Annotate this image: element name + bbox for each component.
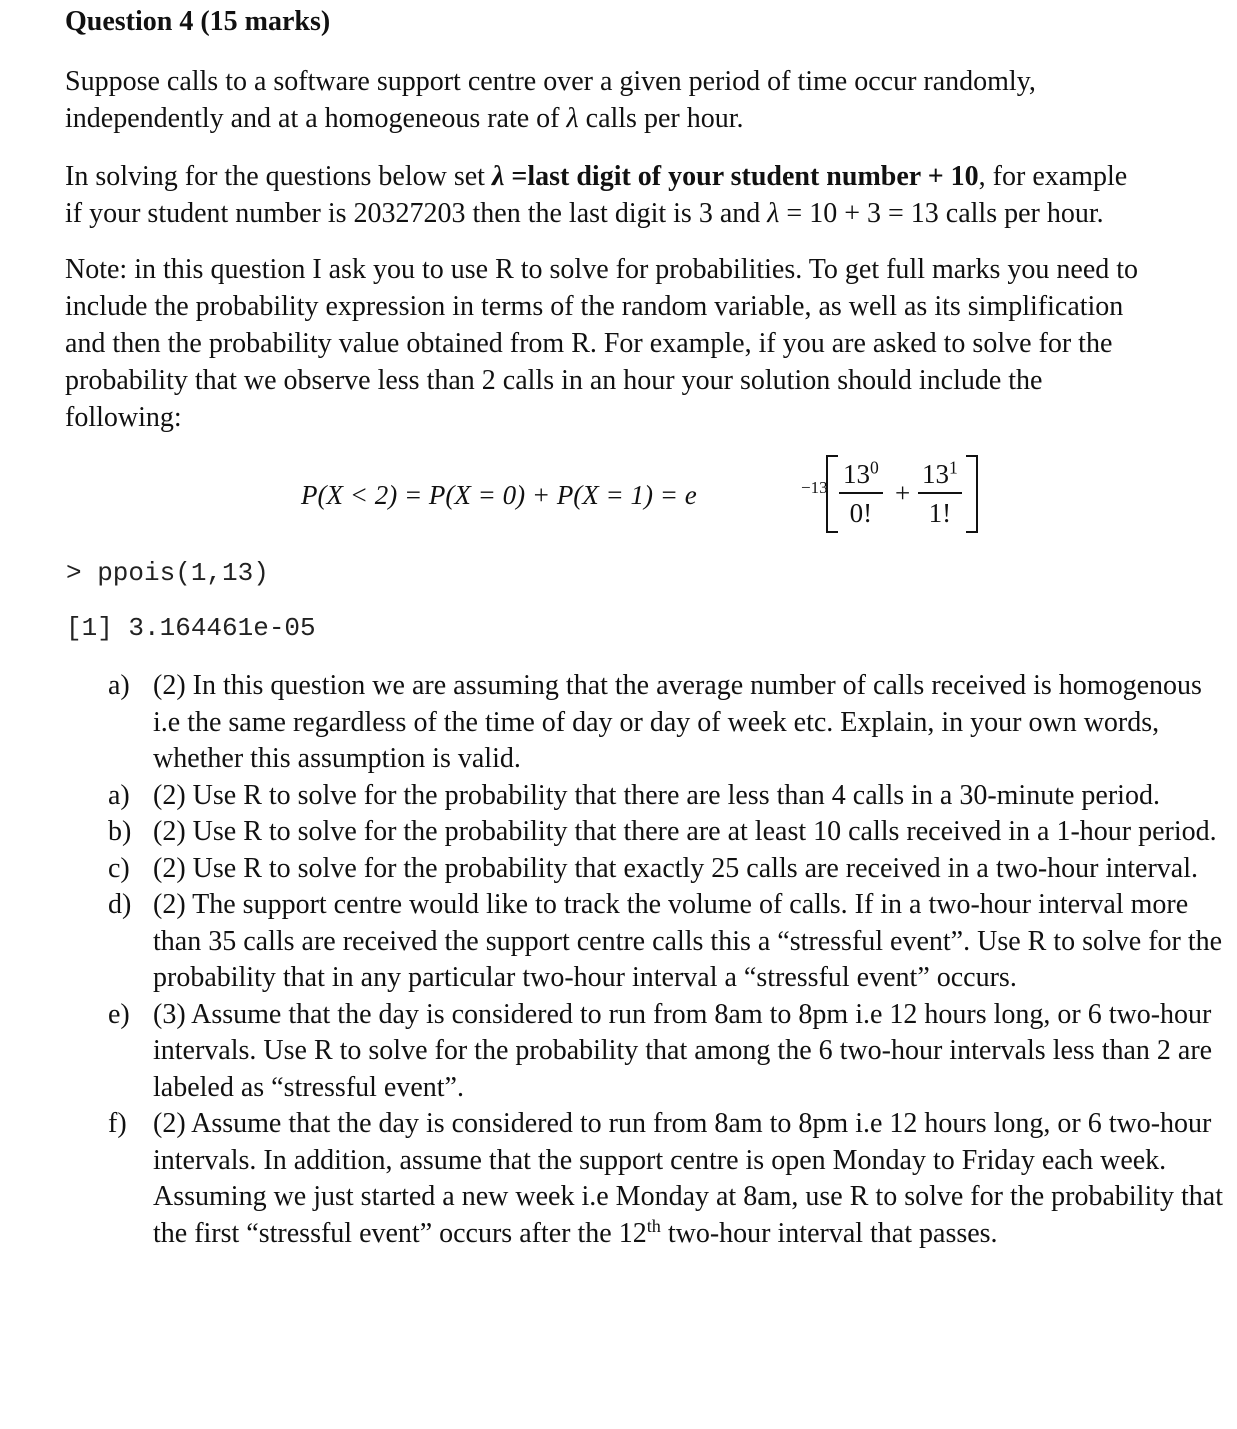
question-item [108, 887, 1228, 997]
numerator-power: 1 [949, 457, 958, 478]
question-text: (2) In this question we are assuming that the average number of calls received is homogenous i.e the same regardless of the time of day or day of week etc. Explain, in your own words, whether this assumption is valid. [153, 670, 1202, 774]
question-label: f) [108, 1108, 127, 1139]
r-output: [1] 3.164461e-05 [66, 613, 316, 643]
question-label: b) [108, 816, 132, 847]
setup-paragraph [65, 158, 1127, 232]
question-label: d) [108, 889, 132, 920]
lambda-symbol-bold: λ [491, 161, 505, 192]
numerator-power: 0 [870, 457, 879, 478]
question-text: (2) Use R to solve for the probability that there are at least 10 calls received in a 1-hour period. [153, 816, 1217, 847]
note-line: include the probability expression in terms of the random variable, as well as its simplification [65, 291, 1124, 322]
question-label: a) [108, 670, 130, 701]
question-item [108, 668, 1228, 778]
fraction-1 [839, 456, 883, 530]
fraction-2-numerator [918, 456, 962, 494]
question-text: (2) Assume that the day is considered to run from 8am to 8pm i.e 12 hours long, or 6 two-hour intervals. In addition, assume that the support centre is open Monday to Friday each week. Assuming we just started a new week i.e Monday at 8am, use R to solve for the probability that the first “stressful event” occurs after the 12 [153, 1108, 1224, 1249]
numerator-base: 13 [922, 459, 949, 489]
lambda-symbol: λ [767, 198, 780, 229]
lambda-symbol: λ [566, 103, 579, 134]
note-line: Note: in this question I ask you to use R to solve for probabilities. To get full marks you need to [65, 254, 1139, 285]
note-line: probability that we observe less than 2 calls in an hour your solution should include the [65, 365, 1043, 396]
question-item [108, 1106, 1228, 1252]
setup-example: if your student number is 20327203 then the last digit is 3 and [65, 198, 768, 229]
fraction-2 [918, 456, 962, 530]
superscript-th: th [646, 1215, 661, 1236]
question-title: Question 4 (15 marks) [65, 6, 331, 37]
fraction-2-denominator: 1! [928, 498, 952, 528]
question-text: (2) Use R to solve for the probability that exactly 25 calls are received in a two-hour interval. [153, 852, 1198, 884]
setup-line-1 [65, 158, 1127, 195]
fraction-1-numerator [839, 456, 883, 494]
question-text-end: two-hour interval that passes. [660, 1217, 998, 1249]
question-text: (2) Use R to solve for the probability that there are less than 4 calls in a 30-minute period. [153, 779, 1160, 811]
setup-text-end: , for example [978, 161, 1128, 192]
question-item [108, 814, 1228, 851]
question-label: a) [108, 779, 130, 811]
intro-line-1: Suppose calls to a software support centre over a given period of time occur randomly, [65, 66, 1036, 97]
right-bracket [966, 455, 978, 533]
setup-text: In solving for the questions below set [65, 161, 492, 192]
question-label: c) [108, 852, 130, 884]
equation-exponent: −13 [801, 478, 828, 497]
plus-sign: + [895, 478, 911, 508]
left-bracket [826, 455, 838, 533]
numerator-base: 13 [843, 459, 870, 489]
setup-example-end: = 10 + 3 = 13 calls per hour. [779, 198, 1104, 229]
fraction-1-denominator: 0! [849, 498, 873, 528]
question-text: (2) The support centre would like to track the volume of calls. If in a two-hour interval more than 35 calls are received the support centre calls this a “stressful event”. Use R to solve for the probability that in any particular two-hour interval a “stressful event” occurs. [153, 889, 1223, 993]
setup-bold-text: =last digit of your student number [511, 161, 921, 192]
question-label: e) [108, 998, 130, 1030]
setup-plus-ten: + 10 [920, 161, 979, 192]
r-command: > ppois(1,13) [66, 558, 269, 588]
question-item [108, 851, 1228, 888]
note-line: following: [65, 402, 182, 433]
question-text: (3) Assume that the day is considered to run from 8am to 8pm i.e 12 hours long, or 6 two-hour intervals. Use R to solve for the probability that among the 6 two-hour intervals less than 2 are labeled as “stressful event”. [153, 998, 1213, 1103]
question-list [108, 668, 1228, 1252]
setup-line-2 [65, 195, 1127, 232]
question-item [108, 778, 1228, 815]
note-line: and then the probability value obtained from R. For example, if you are asked to solve for the [65, 328, 1113, 359]
intro-text-end: calls per hour. [578, 103, 744, 134]
question-item [108, 997, 1228, 1107]
equation-lhs: P(X < 2) = P(X = 0) + P(X = 1) = e [301, 480, 697, 510]
note-paragraph [65, 251, 1138, 436]
intro-line-2 [65, 100, 1036, 137]
intro-paragraph [65, 63, 1036, 137]
intro-text: independently and at a homogeneous rate of [65, 103, 567, 134]
